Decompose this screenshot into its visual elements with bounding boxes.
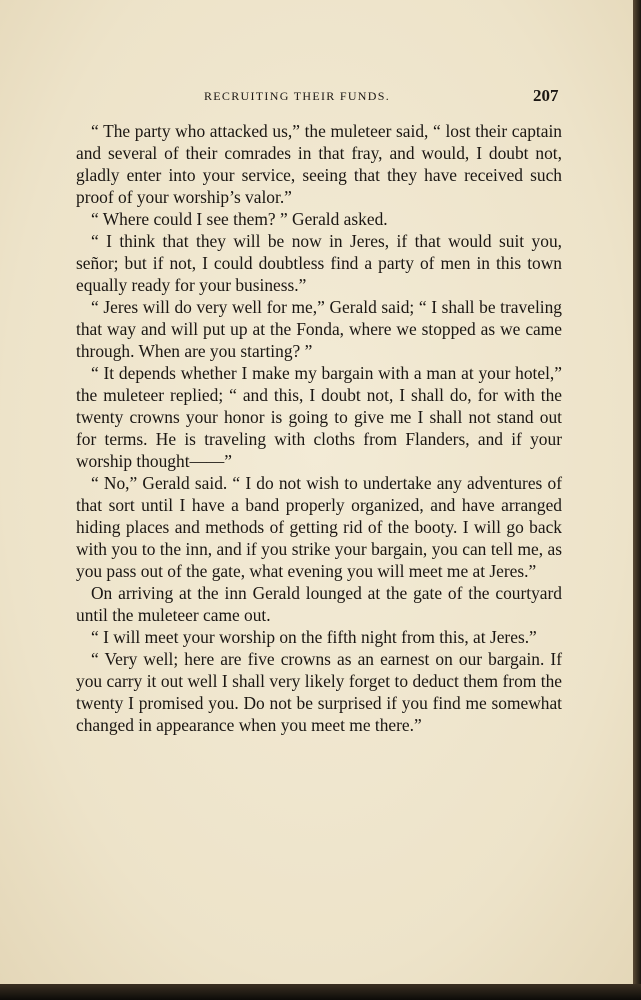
paragraph: “ Jeres will do very well for me,” Gerald said; “ I shall be traveling that way and will put up at the Fonda, where we stopped as we came through. When are you starting? ”: [76, 297, 562, 361]
page-edge-right: [633, 0, 641, 1000]
paragraph: “ It depends whether I make my bargain with a man at your hotel,” the muleteer replied; “ and this, I doubt not, I shall do, for with the twenty crowns your honor is going to give me I shall not stand out for terms. He is traveling with cloths from Flanders, and if your worship thought——”: [76, 363, 562, 471]
page-number: 207: [533, 86, 559, 105]
running-head: RECRUITING THEIR FUNDS.: [204, 89, 391, 103]
paragraph: “ Very well; here are five crowns as an earnest on our bargain. If you carry it out well I shall very likely forget to deduct them from the twenty I promised you. Do not be surprised if you find me somewhat changed in appearance when you meet me there.”: [76, 649, 562, 735]
paragraph: “ I will meet your worship on the fifth night from this, at Jeres.”: [91, 627, 537, 647]
paragraph: “ The party who attacked us,” the muleteer said, “ lost their captain and several of their comrades in that fray, and would, I doubt not, gladly enter into your service, seeing that they have received such proof of your worship’s valor.”: [76, 121, 562, 207]
paragraph: “ Where could I see them? ” Gerald asked.: [91, 209, 388, 229]
paragraph: “ I think that they will be now in Jeres, if that would suit you, señor; but if not, I could doubtless find a party of men in this town equally ready for your business.”: [76, 231, 562, 295]
paragraph: “ No,” Gerald said. “ I do not wish to undertake any adventures of that sort until I have a band properly organized, and have arranged hiding places and methods of getting rid of the booty. I will go back with you to the inn, and if you strike your bargain, you can tell me, as you pass out of the gate, what evening you will meet me at Jeres.”: [76, 473, 562, 581]
body-text: [76, 120, 562, 736]
page-header: [0, 86, 633, 108]
paragraph: On arriving at the inn Gerald lounged at the gate of the courtyard until the muleteer came out.: [76, 583, 562, 625]
page-edge-bottom: [0, 984, 641, 1000]
